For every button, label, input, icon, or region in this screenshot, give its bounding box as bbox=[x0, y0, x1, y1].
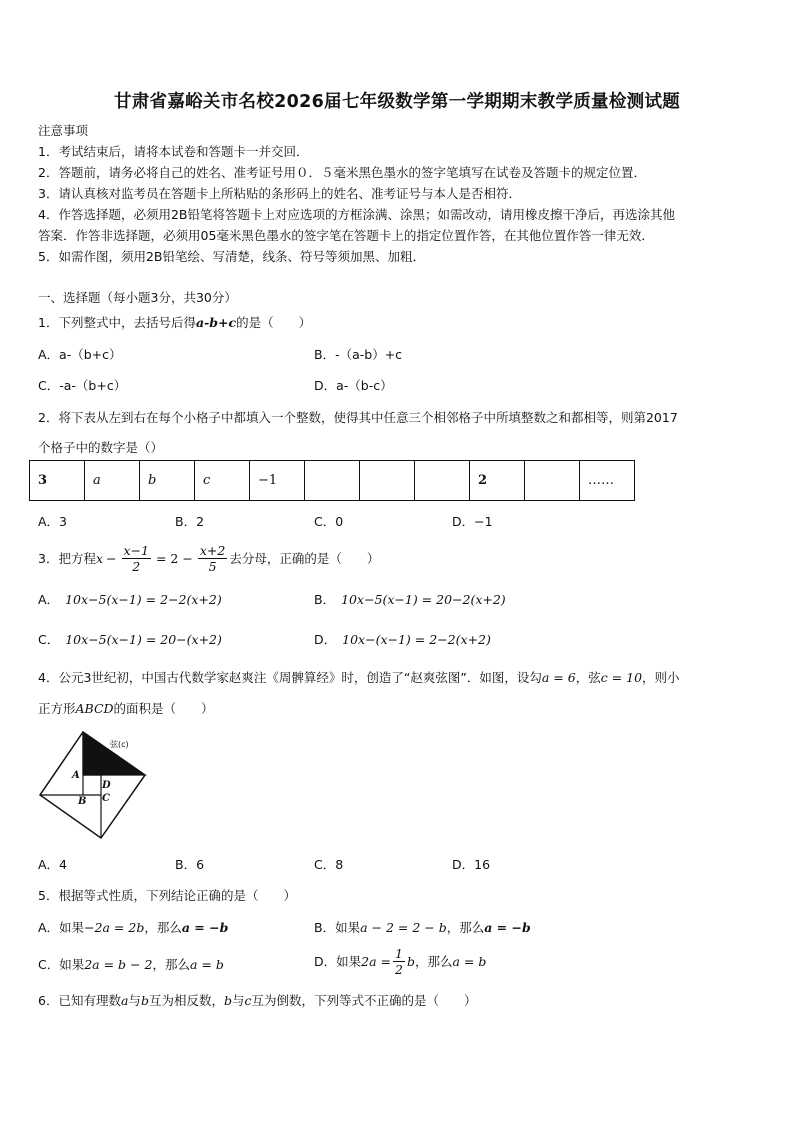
q1-option-c: C．-a-（b+c） bbox=[38, 378, 127, 393]
grid-cell-8 bbox=[415, 461, 470, 501]
q6-stem-a: 6．已知有理数 bbox=[38, 993, 121, 1008]
q3-fraction-1 bbox=[122, 543, 151, 574]
q5-b-pre: B．如果 bbox=[314, 920, 361, 935]
label-d: D bbox=[102, 780, 111, 791]
q1-stem-b: 的是（ ） bbox=[236, 315, 312, 330]
q6-var-a: a bbox=[120, 993, 129, 1008]
q2-option-d: D．−1 bbox=[452, 514, 493, 529]
q3-option-d bbox=[314, 630, 491, 648]
q1-option-a: A．a-（b+c） bbox=[38, 347, 122, 362]
q3-option-c-label: C． bbox=[38, 632, 60, 647]
q6-var-c: c bbox=[244, 993, 252, 1008]
q3-frac1-denominator: 2 bbox=[132, 558, 141, 574]
q4-gou-value: a = 6 bbox=[541, 670, 576, 685]
q3-option-a-expr: 10x−5(x−1) = 2−2(x+2) bbox=[65, 592, 222, 607]
grid-cell-4: c bbox=[195, 461, 250, 501]
notice-heading: 注意事项 bbox=[38, 123, 89, 138]
q5-b-res: a = −b bbox=[484, 920, 531, 935]
question-4-line-2 bbox=[38, 699, 214, 717]
q5-d-mid: ，那么 bbox=[414, 954, 453, 969]
shaded-triangle bbox=[83, 732, 145, 775]
q5-option-d bbox=[314, 942, 486, 980]
q6-stem-d: 与 bbox=[231, 993, 245, 1008]
grid-cell-6 bbox=[305, 461, 360, 501]
q3-stem-b: 去分母，正确的是（ ） bbox=[229, 551, 380, 566]
q2-number-grid bbox=[29, 460, 635, 501]
question-2-line-1: 2．将下表从左到右在每个小格子中都填入一个整数，使得其中任意三个相邻格子中所填整数之和都相等，则第2017 bbox=[38, 410, 678, 425]
q4-option-d: D．16 bbox=[452, 857, 491, 872]
q5-a-pre: A．如果 bbox=[38, 920, 85, 935]
q5-c-mid: ，那么 bbox=[152, 957, 190, 972]
grid-cell-3: b bbox=[140, 461, 195, 501]
q4-line1-a: 4．公元3世纪初，中国古代数学家赵爽注《周髀算经》时，创造了“赵爽弦图”．如图，设勾 bbox=[38, 670, 542, 685]
grid-cell-5: −1 bbox=[250, 461, 305, 501]
q4-option-c: C．8 bbox=[314, 857, 344, 872]
grid-cell-7 bbox=[360, 461, 415, 501]
notice-item-1: 1．考试结束后，请将本试卷和答题卡一并交回． bbox=[38, 144, 309, 159]
notice-item-4-cont: 答案．作答非选择题，必须用05毫米黑色墨水的签字笔在答题卡上的指定位置作答，在其他位置作答一律无效． bbox=[38, 228, 654, 243]
q6-stem-c: 互为相反数， bbox=[148, 993, 224, 1008]
q3-option-a-label: A． bbox=[38, 592, 60, 607]
q3-option-b bbox=[314, 590, 506, 608]
q4-line2-a: 正方形 bbox=[38, 701, 76, 716]
q3-option-c bbox=[38, 630, 222, 648]
q5-d-res: a = b bbox=[452, 953, 487, 969]
q3-frac2-denominator: 5 bbox=[208, 558, 217, 574]
q5-option-a bbox=[38, 918, 228, 936]
q6-stem-e: 互为倒数，下列等式不正确的是（ ） bbox=[251, 993, 477, 1008]
q4-option-b: B．6 bbox=[175, 857, 205, 872]
q2-option-c: C．0 bbox=[314, 514, 344, 529]
q4-line1-c: ，弦 bbox=[575, 670, 601, 685]
q4-line1-e: ，则小 bbox=[642, 670, 680, 685]
q5-b-eq: a − 2 = 2 − b bbox=[360, 920, 447, 935]
notice-item-3: 3．请认真核对监考员在答题卡上所粘贴的条形码上的姓名、准考证号与本人是否相符． bbox=[38, 186, 521, 201]
q5-option-c bbox=[38, 955, 224, 973]
question-1-stem bbox=[38, 313, 311, 331]
page-title: 甘肃省嘉峪关市名校2026届七年级数学第一学期期末教学质量检测试题 bbox=[113, 92, 681, 112]
zhao-shuang-chord-figure bbox=[38, 730, 148, 840]
notice-item-2: 2．答题前，请务必将自己的姓名、准考证号用０．５毫米黑色墨水的签字笔填写在试卷及答题卡的规定位置． bbox=[38, 165, 646, 180]
q5-d-eq2: b bbox=[406, 953, 415, 969]
q5-d-pre: D．如果 bbox=[314, 954, 362, 969]
q3-option-a bbox=[38, 590, 222, 608]
q5-d-fraction bbox=[393, 946, 405, 977]
question-6-stem bbox=[38, 991, 477, 1009]
grid-cell-9: 2 bbox=[470, 461, 525, 501]
q5-d-frac-num: 1 bbox=[395, 945, 403, 961]
q5-d-frac-den: 2 bbox=[395, 961, 403, 977]
q5-d-eq: 2a = bbox=[361, 953, 391, 969]
q2-option-a: A．3 bbox=[38, 514, 68, 529]
grid-cell-2: a bbox=[85, 461, 140, 501]
q6-var-b2: b bbox=[223, 993, 232, 1008]
q5-c-pre: C．如果 bbox=[38, 957, 85, 972]
question-3-stem bbox=[38, 538, 379, 578]
q3-mid: = 2 − bbox=[155, 550, 193, 566]
q3-option-b-label: B． bbox=[314, 592, 336, 607]
question-2-line-2: 个格子中的数字是（） bbox=[38, 440, 164, 455]
q3-stem-a: 3．把方程 bbox=[38, 551, 96, 566]
q5-b-mid: ，那么 bbox=[446, 920, 485, 935]
label-b: B bbox=[78, 796, 87, 807]
notice-item-4: 4．作答选择题，必须用2B铅笔将答题卡上对应选项的方框涂满、涂黑；如需改动，请用橡皮擦干净后，再选涂其他 bbox=[38, 207, 675, 222]
question-5-stem: 5．根据等式性质，下列结论正确的是（ ） bbox=[38, 888, 296, 903]
q3-option-d-label: D． bbox=[314, 632, 337, 647]
q4-option-a: A．4 bbox=[38, 857, 68, 872]
q5-a-eq: −2a = 2b bbox=[84, 920, 145, 935]
q3-frac1-numerator: x−1 bbox=[123, 542, 149, 558]
q2-option-b: B．2 bbox=[175, 514, 205, 529]
q3-minus: − bbox=[106, 550, 117, 566]
q1-option-b: B．-（a-b）+c bbox=[314, 347, 403, 362]
q5-a-res: a = −b bbox=[181, 920, 229, 935]
label-c: C bbox=[102, 793, 110, 804]
q1-stem-a: 1．下列整式中，去括号后得 bbox=[38, 315, 196, 330]
label-a: A bbox=[72, 770, 80, 781]
q6-var-b: b bbox=[140, 993, 149, 1008]
q1-expr: a-b+c bbox=[195, 315, 237, 330]
q5-c-res: a = b bbox=[189, 957, 224, 972]
q3-x: x bbox=[95, 550, 104, 566]
q3-frac2-numerator: x+2 bbox=[199, 542, 226, 558]
q1-option-d: D．a-（b-c） bbox=[314, 378, 393, 393]
q5-option-b bbox=[314, 918, 531, 936]
q6-stem-b: 与 bbox=[128, 993, 141, 1008]
q3-option-b-expr: 10x−5(x−1) = 20−2(x+2) bbox=[341, 592, 506, 607]
q4-square-name: ABCD bbox=[75, 701, 114, 716]
q5-a-mid: ，那么 bbox=[144, 920, 182, 935]
q3-fraction-2 bbox=[198, 543, 227, 574]
grid-cell-10 bbox=[525, 461, 580, 501]
grid-row bbox=[30, 461, 635, 501]
grid-cell-1: 3 bbox=[30, 461, 85, 501]
q5-c-eq: 2a = b − 2 bbox=[84, 957, 153, 972]
question-4-line-1 bbox=[38, 668, 680, 686]
q3-option-d-expr: 10x−(x−1) = 2−2(x+2) bbox=[342, 632, 491, 647]
label-xian: 弦(c) bbox=[110, 740, 129, 749]
grid-cell-11: …… bbox=[580, 461, 635, 501]
notice-item-5: 5．如需作图，须用2B铅笔绘、写清楚，线条、符号等须加黑、加粗． bbox=[38, 249, 425, 264]
q3-option-c-expr: 10x−5(x−1) = 20−(x+2) bbox=[65, 632, 222, 647]
q4-line2-c: 的面积是（ ） bbox=[113, 701, 214, 716]
q4-xian-value: c = 10 bbox=[600, 670, 643, 685]
section-heading: 一、选择题（每小题3分，共30分） bbox=[38, 290, 237, 305]
